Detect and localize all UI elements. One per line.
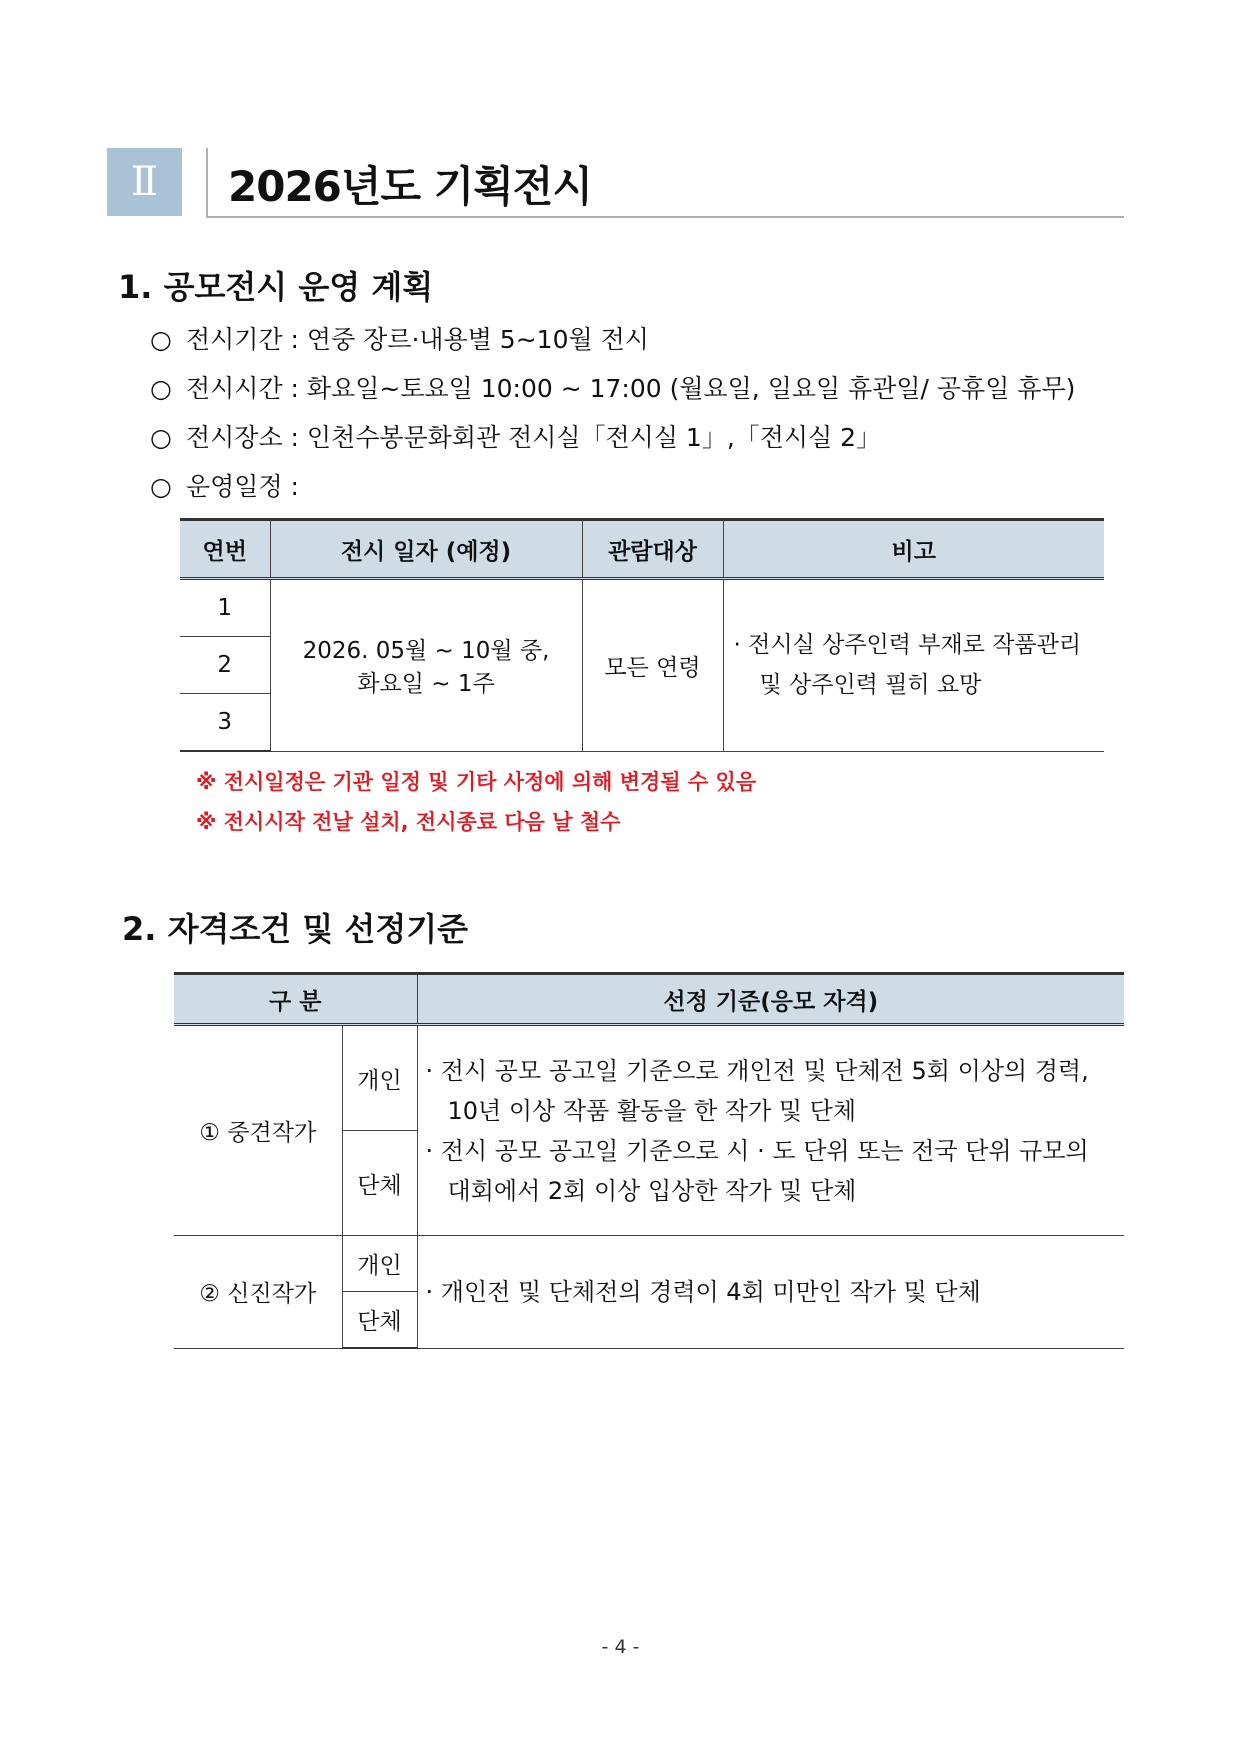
circle-bullet-icon: ○ [150,423,172,452]
new-artist-label: ② 신진작가 [174,1236,342,1349]
row-number: 1 [180,579,270,637]
bullet-operation-schedule [150,467,299,503]
section2-title: 2. 자격조건 및 선정기준 [122,910,469,948]
exhibition-date-cell [270,579,582,752]
new-artist-criteria [417,1236,1124,1349]
col-header-remarks: 비고 [723,520,1104,579]
criteria-line: · 전시 공모 공고일 기준으로 시 · 도 단위 또는 전국 단위 규모의 [425,1136,1089,1165]
page-number: - 4 - [601,1636,640,1658]
new-individual-label: 개인 [342,1236,417,1292]
date-line-2: 화요일 ~ 1주 [357,671,495,698]
bullet-exhibition-period [150,320,649,356]
table-row [180,579,1104,637]
criteria-line: · 전시 공모 공고일 기준으로 개인전 및 단체전 5회 이상의 경력, [425,1056,1089,1085]
col-header-number: 연번 [180,520,270,579]
remarks-line-2: 및 상주인력 필히 요망 [759,672,982,699]
bullet-text: 전시기간 : 연중 장르·내용별 5∼10월 전시 [186,325,649,354]
schedule-table-header [180,520,1104,579]
bullet-exhibition-hours [150,369,1075,405]
criteria-line: 대회에서 2회 이상 입상한 작가 및 단체 [447,1176,857,1205]
remarks-cell [723,579,1104,752]
circle-bullet-icon: ○ [150,472,172,501]
header-divider-vertical [206,148,208,218]
row-number: 2 [180,637,270,694]
mid-individual-label: 개인 [342,1025,417,1131]
page-title: 2026년도 기획전시 [228,162,592,211]
col-header-category: 구 분 [174,974,417,1025]
mid-career-criteria [417,1025,1124,1236]
eligibility-table [174,972,1124,1349]
schedule-table [180,518,1104,752]
bullet-exhibition-venue [150,418,881,454]
circle-bullet-icon: ○ [150,325,172,354]
section-number-box [107,148,182,216]
bullet-text: 전시시간 : 화요일~토요일 10:00 ∼ 17:00 (월요일, 일요일 휴관일/ 공휴일 휴무) [186,374,1076,403]
col-header-criteria: 선정 기준(응모 자격) [417,974,1124,1025]
col-header-date: 전시 일자 (예정) [270,520,582,579]
table-row [174,1236,1124,1292]
section1-title: 1. 공모전시 운영 계획 [118,268,434,306]
row-number: 3 [180,694,270,752]
install-removal-note: ※ 전시시작 전날 설치, 전시종료 다음 날 철수 [196,810,621,834]
remarks-line-1: · 전시실 상주인력 부재로 작품관리 [733,632,1082,659]
header-divider-horizontal [206,216,1124,218]
circle-bullet-icon: ○ [150,374,172,403]
schedule-change-note: ※ 전시일정은 기관 일정 및 기타 사정에 의해 변경될 수 있음 [196,770,757,794]
section-roman-numeral: Ⅱ [130,159,159,205]
date-line-1: 2026. 05월 ~ 10월 중, [302,638,550,665]
bullet-text: 운영일정 : [186,472,299,501]
mid-career-artist-label: ① 중견작가 [174,1025,342,1236]
eligibility-table-header [174,974,1124,1025]
criteria-line: 10년 이상 작품 활동을 한 작가 및 단체 [447,1096,857,1125]
mid-group-label: 단체 [342,1131,417,1236]
bullet-text: 전시장소 : 인천수봉문화회관 전시실「전시실 1」,「전시실 2」 [186,423,882,452]
audience-cell: 모든 연령 [582,579,723,752]
criteria-line: · 개인전 및 단체전의 경력이 4회 미만인 작가 및 단체 [425,1277,981,1306]
col-header-audience: 관람대상 [582,520,723,579]
new-group-label: 단체 [342,1292,417,1349]
table-row [174,1025,1124,1131]
